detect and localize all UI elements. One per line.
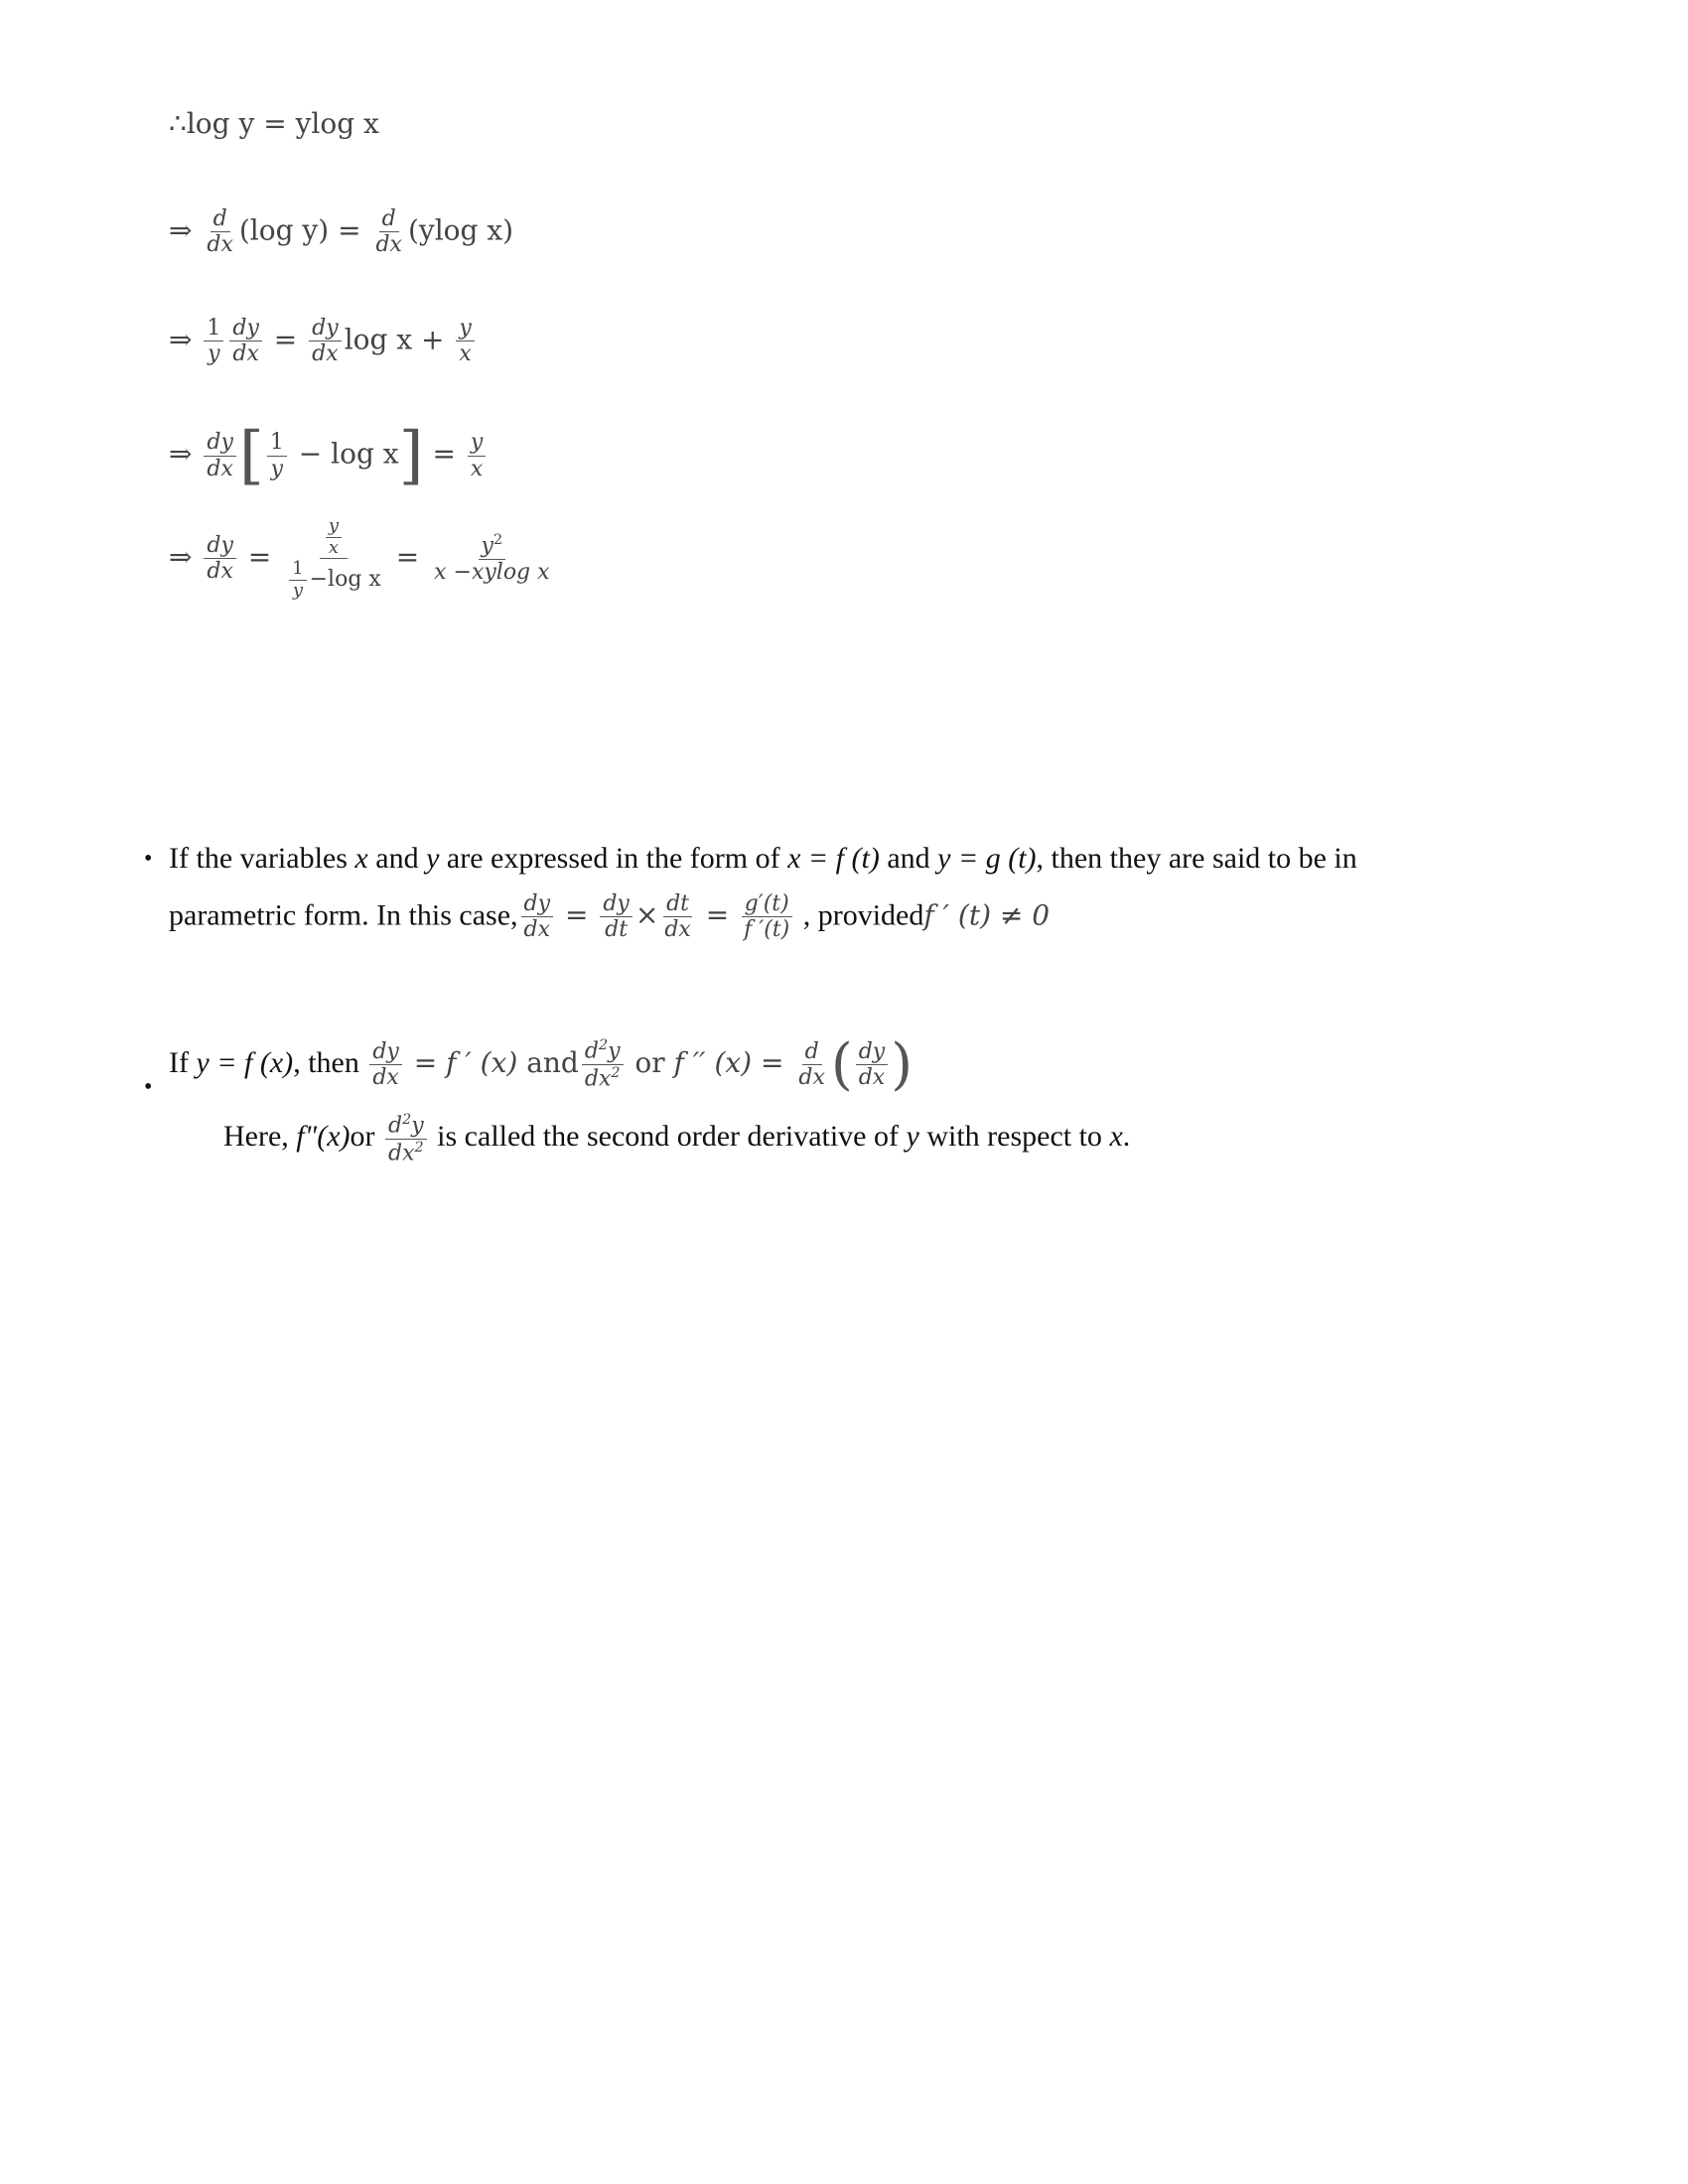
d2y-dx2-fraction: $\frac{d^2y}{dx^2}$ xyxy=(385,1112,427,1165)
minus-log-x: − log x xyxy=(298,437,399,471)
plus: + xyxy=(421,323,445,356)
second-derivative-formula: $\frac{dy}{dx}$ = f ′ (x) and $\frac{d^2y}{dx^2}$ or f ′′ (x) = $\frac{d}{dx}$ ( $\frac{dy}{dx}$ ) xyxy=(366,1046,913,1079)
equation-step-5 xyxy=(169,516,556,602)
equation-step-4 xyxy=(169,419,489,492)
y-over-x: $\frac{y}{x}$ xyxy=(456,316,474,367)
d-dx-fraction: $\frac{d}{dx}$ xyxy=(207,206,233,258)
rhs-arg: (ylog x) xyxy=(407,213,514,247)
lhs: log y xyxy=(186,107,255,140)
one-over-y: $\frac{1}{y}$ xyxy=(267,430,287,481)
bullet-2-line-1: If y = f (x), then $\frac{dy}{dx}$ = f ′ (x) and $\frac{d^2y}{dx^2}$ or f ′′ (x) = $\frac{d}{dx}$ ( $\frac{dy}{dx}$ ) xyxy=(169,1032,914,1097)
dy-dx-fraction: $\frac{dy}{dx}$ xyxy=(204,430,236,481)
therefore-symbol: ∴ xyxy=(169,107,187,140)
equals: = xyxy=(432,437,456,471)
equation-step-1 xyxy=(169,107,379,140)
equals: = xyxy=(395,540,420,574)
d-dx-fraction: $\frac{d}{dx}$ xyxy=(375,206,402,258)
bullet-marker: • xyxy=(144,846,153,872)
lhs-arg: (log y) xyxy=(238,213,330,247)
equals: = xyxy=(263,107,287,140)
one-over-y: $\frac{1}{y}$ xyxy=(204,316,223,367)
dy-dx-fraction: $\frac{dy}{dx}$ xyxy=(229,316,262,367)
bullet-2-line-2: Here, f"(x)or $\frac{d^2y}{dx^2}$ is called the second order derivative of y with respect to x. xyxy=(223,1112,1131,1165)
equals: = xyxy=(338,213,361,247)
nonzero-condition: f ′ (t) ≠ 0 xyxy=(923,898,1051,932)
y-over-x: $\frac{y}{x}$ xyxy=(468,430,486,481)
bullet-1-line-1: If the variables x and y are expressed in the form of x = f (t) and y = g (t), then they are said to be in xyxy=(169,842,1357,875)
equation-step-3 xyxy=(169,316,478,367)
implies-arrow: ⇒ xyxy=(169,323,193,356)
dy-dx-fraction: $\frac{dy}{dx}$ xyxy=(204,533,236,585)
rhs: ylog x xyxy=(295,107,379,140)
result-fraction: $\frac{y^2}{\text{x −xylog x}}$ xyxy=(434,532,550,586)
implies-arrow: ⇒ xyxy=(169,540,193,574)
compound-fraction: $\frac{y}{x}$ $\frac{1}{y}$ −log x xyxy=(283,516,384,602)
log-x: log x xyxy=(344,323,413,356)
bullet-1-line-2: parametric form. In this case, $\frac{dy}{dx}$ = $\frac{dy}{dt}$ × $\frac{dt}{dx}$ = $\frac{g'(t)}{f '(t)}$ , providedf ′ (t) ≠ 0 xyxy=(169,891,1051,943)
equation-step-2 xyxy=(169,206,513,258)
right-bracket: ] xyxy=(398,419,424,492)
parametric-derivative-formula: $\frac{dy}{dx}$ = $\frac{dy}{dt}$ × $\frac{dt}{dx}$ = $\frac{g'(t)}{f '(t)}$ xyxy=(518,898,796,931)
left-bracket: [ xyxy=(238,419,264,492)
bullet-marker: • xyxy=(144,1074,153,1100)
equals: = xyxy=(273,323,298,356)
dy-dx-fraction: $\frac{dy}{dx}$ xyxy=(309,316,342,367)
implies-arrow: ⇒ xyxy=(169,437,193,471)
implies-arrow: ⇒ xyxy=(169,213,193,247)
equals: = xyxy=(247,540,272,574)
